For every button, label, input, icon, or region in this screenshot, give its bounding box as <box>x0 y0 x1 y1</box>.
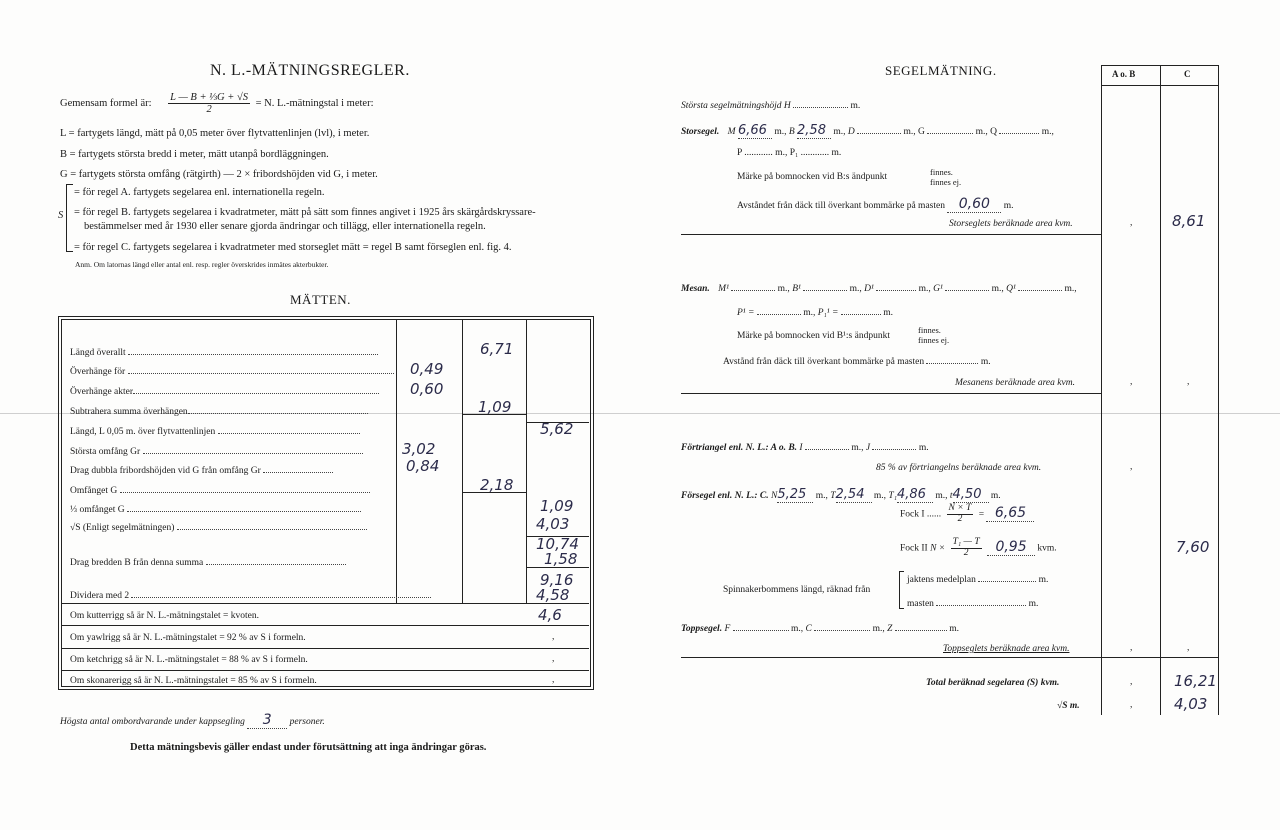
fock1-line: Fock I ...... $\frac{N \times T}{2}$ = 6,65 <box>900 504 1034 525</box>
handwritten-value: 1,58 <box>544 550 578 568</box>
forsegel-n: 5,25 <box>777 487 813 503</box>
s-symbol: S <box>58 210 64 221</box>
s-brace <box>66 184 73 252</box>
persons-prefix: Högsta antal ombordvarande under kappsegling <box>60 717 245 727</box>
storsegel-area-label: Storseglets beräknade area kvm. <box>949 219 1073 229</box>
table-row-label: ⅓ omfånget G <box>70 503 361 515</box>
total-label: Total beräknad segelarea (S) kvm. <box>926 678 1060 688</box>
mesan-area-c: , <box>1187 377 1190 387</box>
storsegel-area-ab: , <box>1130 218 1133 228</box>
forsegel-t1: 4,86 <box>897 487 933 503</box>
table-row-label: Största omfång Gr <box>70 445 363 457</box>
spinnaker-opt1: jaktens medelplan m. <box>907 575 1049 585</box>
fortriangel-line: Förtriangel enl. N. L.: A o. B. I m., J m. <box>681 443 929 453</box>
total-ab: , <box>1130 677 1133 687</box>
storsegel-marke: Märke på bomnocken vid B:s ändpunkt <box>737 172 888 182</box>
rig-row-label: Om ketchrigg så är N. L.-mätningstalet = 88 % av S i formeln. <box>70 655 308 665</box>
mesan-finnes: finnes. finnes ej. <box>918 325 950 346</box>
table-row-label: Subtrahera summa överhängen <box>70 405 368 417</box>
rig-row-value: , <box>552 675 555 685</box>
fortriangel-ab: , <box>1130 462 1133 472</box>
sqrt-ab: , <box>1130 700 1133 710</box>
definition-g: G = fartygets största omfång (rätgirth) — 2 × fribordshöjden vid G, i meter. <box>60 169 378 180</box>
fortriangel-pct: 85 % av förtriangelns beräknade area kvm. <box>876 463 1042 473</box>
s-rule-a: = för regel A. fartygets segelarea enl. internationella regeln. <box>74 187 325 198</box>
fortriangel-label: Förtriangel enl. N. L.: A o. B. <box>681 443 798 453</box>
forsegel-c-value: 7,60 <box>1176 538 1210 556</box>
mesan-area-label: Mesanens beräknade area kvm. <box>955 378 1075 388</box>
mesan-area-ab: , <box>1130 377 1133 387</box>
fock2-value: 0,95 <box>987 539 1035 556</box>
formula-prefix: Gemensam formel är: <box>60 97 152 109</box>
persons-value: 3 <box>262 712 272 728</box>
toppsegel-label: Toppsegel. <box>681 624 723 634</box>
footer-note: Detta mätningsbevis gäller endast under förutsättning att inga ändringar göras. <box>130 742 487 753</box>
forsegel-t: 2,54 <box>836 487 872 503</box>
mesan-avstand: Avstånd från däck till överkant bommärke på masten m. <box>723 357 991 367</box>
s-rule-b-cont: bestämmelser med år 1930 eller senare gjorda ändringar och tillägg, eller internationella regeln. <box>84 221 486 232</box>
mesan-p-line: P¹ = m., P₁¹ = m. <box>737 308 893 318</box>
storsegel-p-line: P ............ m., P₁ ............ m. <box>737 148 842 158</box>
mesan-line: Mesan. M¹ m., B¹ m., D¹ m., G¹ m., Q¹ m., <box>681 284 1077 294</box>
formula-suffix: = N. L.-mätningstal i meter: <box>255 97 374 109</box>
formula-fraction <box>168 92 250 115</box>
rig-row-label: Om yawlrigg så är N. L.-mätningstalet = 92 % av S i formeln. <box>70 633 306 643</box>
forsegel-small-t: 4,50 <box>953 487 989 503</box>
table-row-label: Överhänge akter <box>70 385 379 397</box>
hoist-line: Största segelmätningshöjd H m. <box>681 101 861 111</box>
handwritten-value: 6,71 <box>480 340 514 358</box>
spinnaker-brace <box>899 571 904 609</box>
sqrt-c: 4,03 <box>1174 695 1208 713</box>
rig-row-value: , <box>552 632 555 642</box>
storsegel-b: 2,58 <box>797 123 831 139</box>
column-c-header: C <box>1184 69 1191 79</box>
handwritten-value: 10,74 <box>536 535 579 553</box>
total-c: 16,21 <box>1174 672 1217 690</box>
storsegel-avstand: Avståndet från däck till överkant bommärke på masten 0,60 m. <box>737 196 1014 212</box>
persons-line <box>60 712 325 729</box>
toppsegel-area-label: Toppseglets beräknade area kvm. <box>943 644 1070 654</box>
storsegel-line: Storsegel. M 6,66 m., B 2,58 m., D m., G m., Q m., <box>681 123 1054 138</box>
spinnaker-opt2: masten m. <box>907 599 1039 609</box>
formula-denominator: 2 <box>206 104 212 116</box>
toppsegel-area-c: , <box>1187 643 1190 653</box>
left-title: N. L.-MÄTNINGSREGLER. <box>210 62 410 79</box>
definition-l: L = fartygets längd, mätt på 0,05 meter över flytvattenlinjen (lvl), i meter. <box>60 128 370 139</box>
persons-suffix: personer. <box>289 717 325 727</box>
storsegel-finnes: finnes. finnes ej. <box>930 167 962 188</box>
fock1-value: 6,65 <box>986 505 1034 522</box>
handwritten-value: 1,09 <box>540 497 574 515</box>
table-row-label: Överhänge för <box>70 365 394 377</box>
handwritten-value: 0,60 <box>410 380 444 398</box>
table-row-label: Längd överallt <box>70 346 378 358</box>
table-row-label: Drag bredden B från denna summa <box>70 556 346 568</box>
mesan-marke: Märke på bomnocken vid B¹:s ändpunkt <box>737 331 890 341</box>
storsegel-label: Storsegel. <box>681 127 720 137</box>
toppsegel-line: Toppsegel. F m., C m., Z m. <box>681 624 959 634</box>
spinnaker-label: Spinnakerbommens längd, räknad från <box>723 585 871 595</box>
rig-row-label: Om kutterrigg så är N. L.-mätningstalet = kvoten. <box>70 611 259 621</box>
handwritten-value: 5,62 <box>540 420 574 438</box>
handwritten-value: 3,02 <box>402 440 436 458</box>
rig-row-label: Om skonarerigg så är N. L.-mätningstalet = 85 % av S i formeln. <box>70 676 317 686</box>
handwritten-value: 0,84 <box>406 457 440 475</box>
table-row-label: √S (Enligt segelmätningen) <box>70 521 367 533</box>
anmarkning: Anm. Om latornas längd eller antal enl. resp. regler överskrides inmätes akterbukter. <box>75 260 329 269</box>
table-row-label: Längd, L 0,05 m. över flytvattenlinjen <box>70 425 360 437</box>
handwritten-value: 0,49 <box>410 360 444 378</box>
rig-row-value: 4,6 <box>538 606 562 624</box>
matten-title: MÄTTEN. <box>290 292 351 307</box>
formula <box>60 92 374 115</box>
storsegel-area-c: 8,61 <box>1172 212 1206 230</box>
table-row-label: Drag dubbla fribordshöjden vid G från omfång Gr <box>70 464 333 476</box>
handwritten-value: 4,58 <box>536 586 570 604</box>
fock2-line: Fock II N × $\frac{\text{T₁ — T}}{2}$ 0,95 kvm. <box>900 537 1057 558</box>
storsegel-avstand-value: 0,60 <box>947 196 1001 213</box>
forsegel-label: Försegel enl. N. L.: C. <box>681 491 769 501</box>
handwritten-value: 4,03 <box>536 515 570 533</box>
right-title: SEGELMÄTNING. <box>885 63 997 78</box>
table-row-label: Omfånget G <box>70 484 370 496</box>
forsegel-line: Försegel enl. N. L.: C. N5,25 m., T2,54 m., T₁4,86 m., t4,50 m. <box>681 487 1001 502</box>
s-rule-b: = för regel B. fartygets segelarea i kvadratmeter, mätt på sätt som finnes angivet i 1925 års skärgårdskryssare- <box>74 207 536 218</box>
sqrt-label: √S m. <box>1057 701 1080 711</box>
definition-b: B = fartygets största bredd i meter, mätt utanpå bordläggningen. <box>60 149 329 160</box>
table-row-label: Dividera med 2 <box>70 589 431 601</box>
toppsegel-area-ab: , <box>1130 643 1133 653</box>
s-rule-c: = för regel C. fartygets segelarea i kvadratmeter med storseglet mätt = regel B samt förseglen enl. fig. 4. <box>74 242 512 253</box>
mesan-label: Mesan. <box>681 284 710 294</box>
handwritten-value: 2,18 <box>480 476 514 494</box>
column-a-b-header: A o. B <box>1112 69 1136 79</box>
handwritten-value: 1,09 <box>478 398 512 416</box>
storsegel-m: 6,66 <box>738 123 772 139</box>
formula-numerator: L — B + ⅓G + √S <box>170 92 248 103</box>
handwritten-value: 9,16 <box>540 571 574 589</box>
rig-row-value: , <box>552 654 555 664</box>
